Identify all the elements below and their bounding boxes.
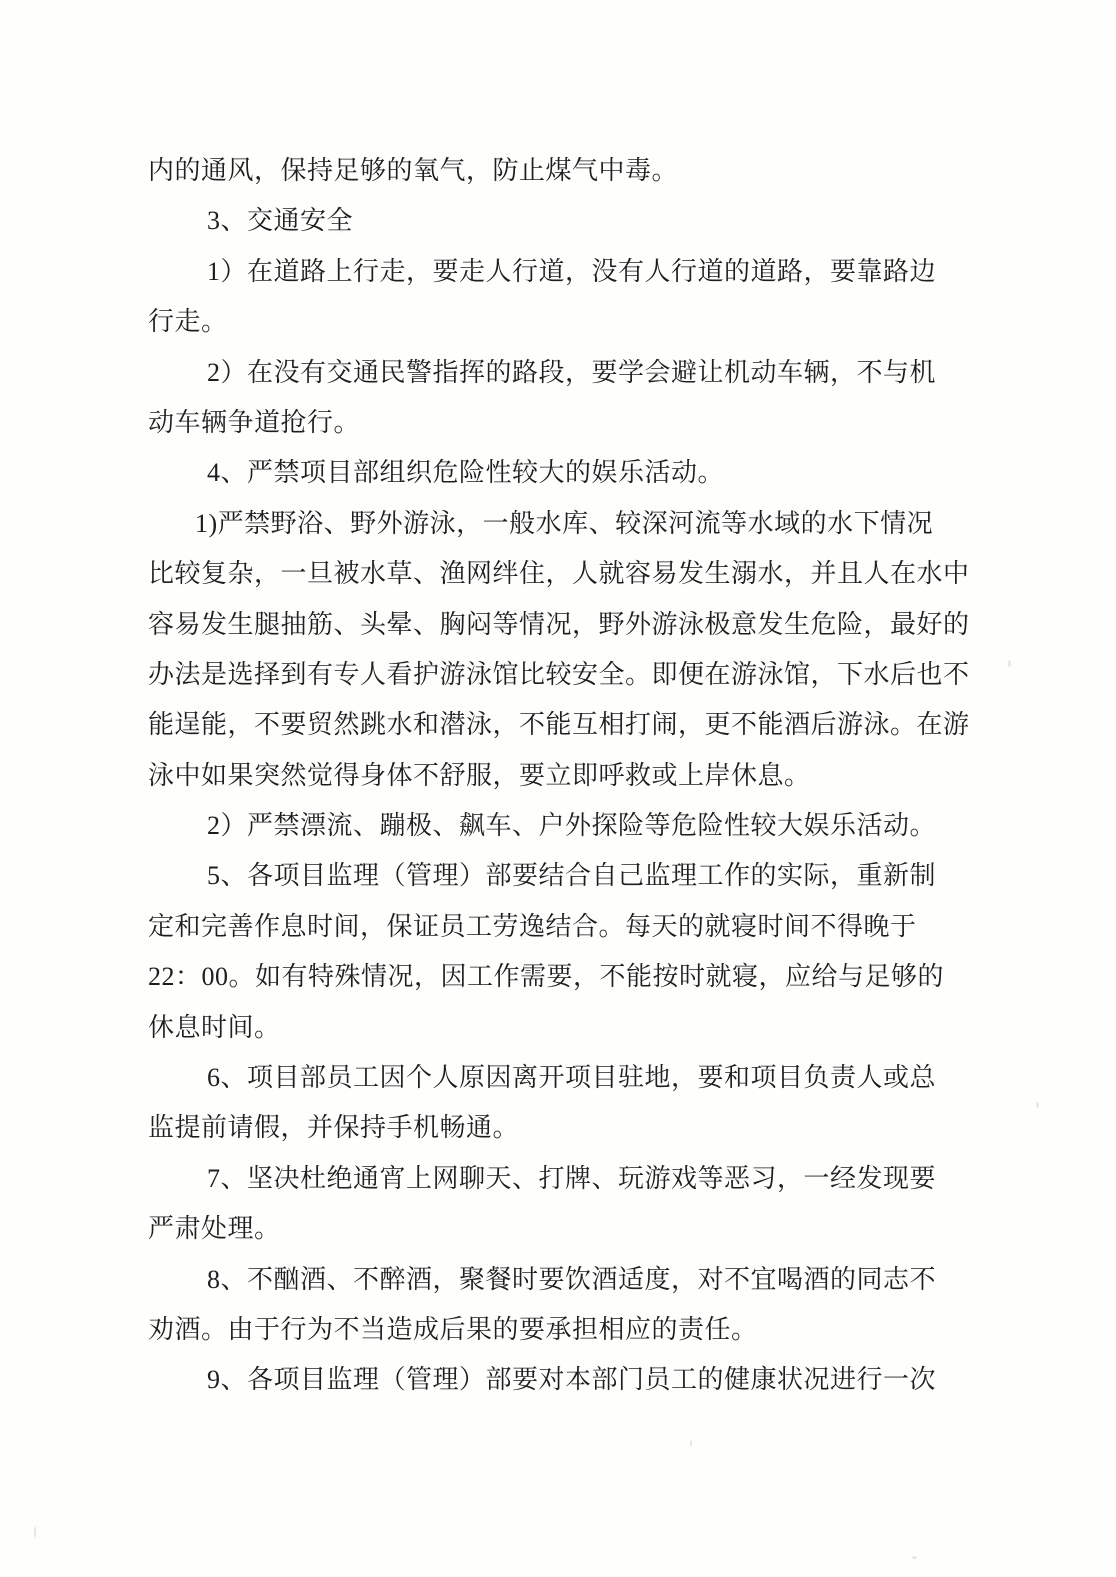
- text-line: 内的通风，保持足够的氧气，防止煤气中毒。: [148, 156, 679, 185]
- text-line: 容易发生腿抽筋、头晕、胸闷等情况，野外游泳极意发生危险，最好的: [148, 609, 970, 639]
- text-line: 定和完善作息时间，保证员工劳逸结合。每天的就寝时间不得晚于: [148, 911, 917, 941]
- text-line: 8、不酗酒、不醉酒，聚餐时要饮酒适度，对不宜喝酒的同志不: [207, 1264, 937, 1294]
- text-line: 泳中如果突然觉得身体不舒服，要立即呼救或上岸休息。: [148, 760, 811, 790]
- scan-noise-speck: [34, 1526, 36, 1538]
- scan-noise-speck: [1036, 1102, 1039, 1108]
- text-line: 1）在道路上行走，要走人行道，没有人行道的道路，要靠路边: [207, 256, 937, 286]
- scan-noise-speck: [690, 1440, 692, 1447]
- text-line: 劝酒。由于行为不当造成后果的要承担相应的责任。: [148, 1314, 758, 1344]
- scan-noise-speck: [912, 1556, 917, 1559]
- text-line: 行走。: [148, 307, 228, 337]
- text-line: 2）在没有交通民警指挥的路段，要学会避让机动车辆，不与机: [207, 357, 937, 387]
- text-line: 比较复杂，一旦被水草、渔网绊住，人就容易发生溺水，并且人在水中: [148, 559, 970, 589]
- scan-noise-speck: [340, 230, 343, 233]
- text-line: 3、交通安全: [207, 206, 354, 236]
- text-line: 监提前请假，并保持手机畅通。: [148, 1113, 520, 1143]
- text-line: 6、项目部员工因个人原因离开项目驻地，要和项目负责人或总: [207, 1063, 937, 1093]
- text-line: 能逞能，不要贸然跳水和潜泳，不能互相打闹，更不能酒后游泳。在游: [148, 710, 970, 740]
- text-line: 严肃处理。: [148, 1214, 281, 1244]
- scan-noise-speck: [1008, 660, 1011, 667]
- text-line: 1)严禁野浴、野外游泳，一般水库、较深河流等水域的水下情况: [195, 508, 934, 538]
- text-line: 9、各项目监理（管理）部要对本部门员工的健康状况进行一次: [207, 1365, 937, 1395]
- text-line: 22：00。如有特殊情况，因工作需要，不能按时就寝，应给与足够的: [148, 962, 945, 992]
- text-line: 7、坚决杜绝通宵上网聊天、打牌、玩游戏等恶习，一经发现要: [207, 1163, 937, 1193]
- text-line: 办法是选择到有专人看护游泳馆比较安全。即便在游泳馆，下水后也不: [148, 659, 970, 689]
- text-line: 动车辆争道抢行。: [148, 407, 361, 437]
- text-line: 4、严禁项目部组织危险性较大的娱乐活动。: [207, 458, 725, 488]
- text-line: 2）严禁漂流、蹦极、飙车、户外探险等危险性较大娱乐活动。: [207, 811, 937, 841]
- text-line: 休息时间。: [148, 1012, 281, 1042]
- text-line: 5、各项目监理（管理）部要结合自己监理工作的实际，重新制: [207, 861, 937, 891]
- document-text-block: [148, 146, 978, 1406]
